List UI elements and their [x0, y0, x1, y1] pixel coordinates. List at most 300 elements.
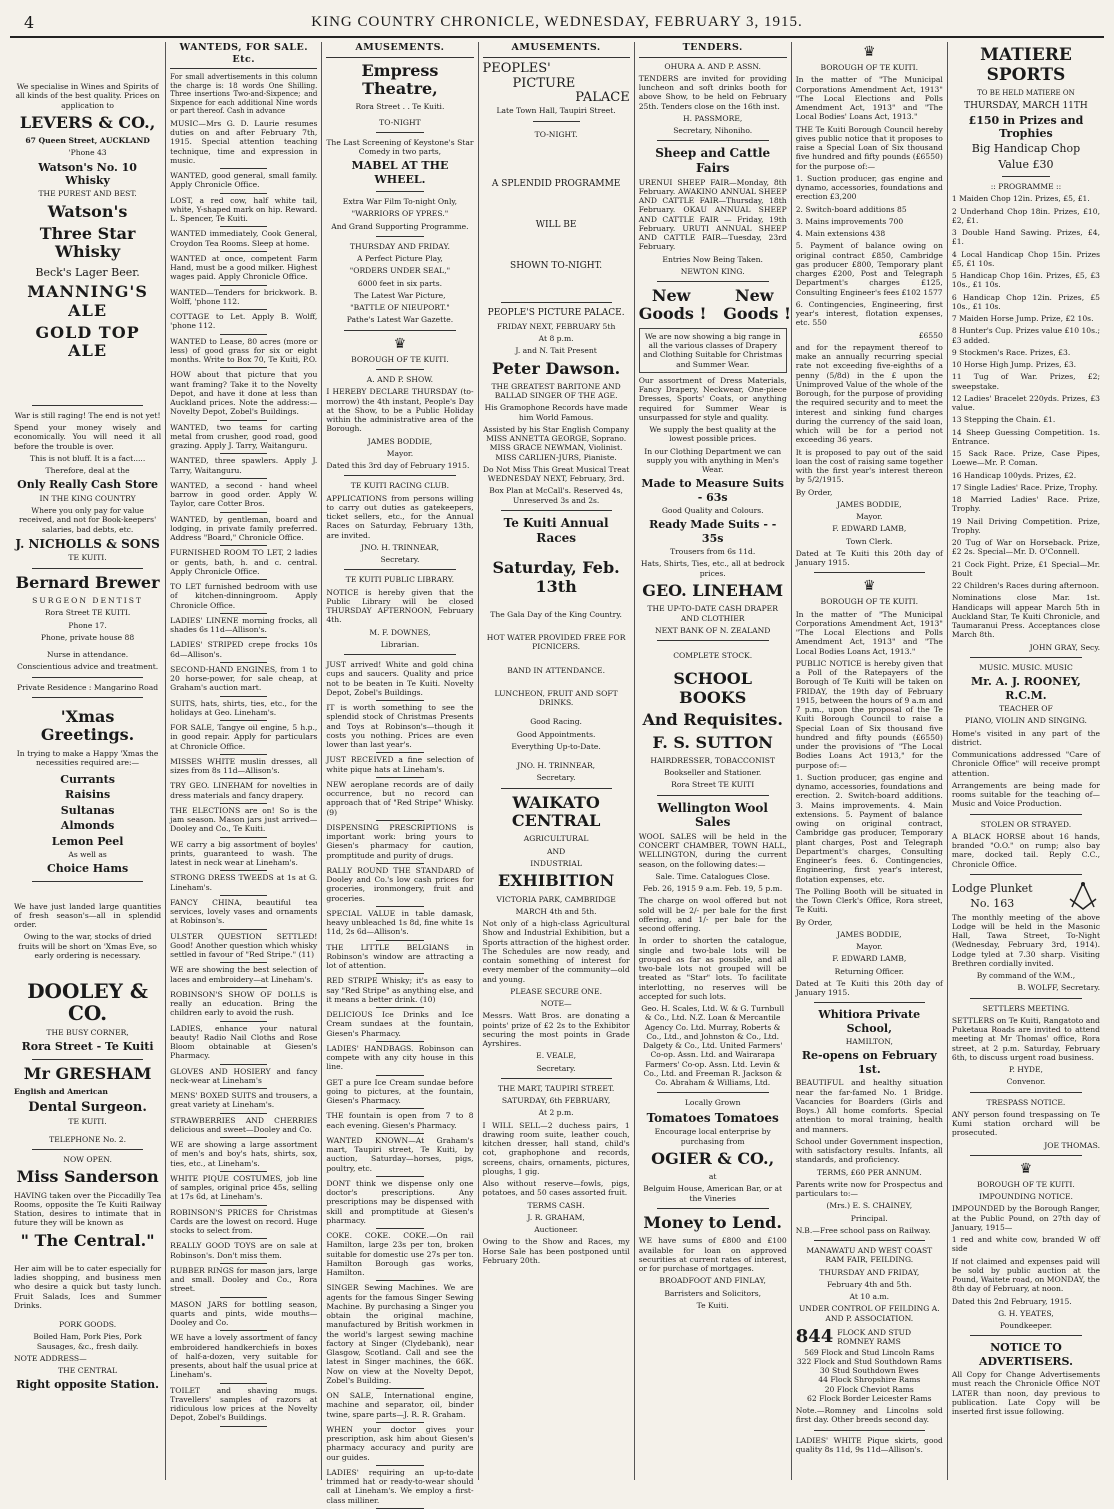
races-trinnear: JNO. H. TRINNEAR,: [517, 761, 596, 771]
column-2: [166, 42, 322, 1480]
box-plan: Box Plan at McCall's. Reserved 4s, Unreserved 3s and 2s.: [489, 486, 623, 505]
convenor: Convenor.: [1006, 1077, 1046, 1087]
boddie-2: JAMES BODDIE,: [837, 929, 902, 939]
proposed: It is proposed to pay out of the said loan the cost of raising same together with the first year's interest thereon by 5/2/1915.: [795, 447, 943, 485]
divider: [220, 1171, 267, 1172]
peter-dawson: Peter Dawson.: [491, 358, 621, 378]
divider: [376, 777, 423, 778]
surgeon: SURGEON DENTIST: [32, 596, 143, 606]
list-item: DISPENSING PRESCRIPTIONS is important work: bring yours to Giesen's pharmacy for caution, promptitude and purity of drugs.: [326, 822, 474, 860]
divider: [220, 720, 267, 721]
ram-days: THURSDAY AND FRIDAY,: [819, 1267, 920, 1277]
divider: [376, 1133, 423, 1134]
list-item: LADIES, enhance your natural beauty! Radio Nail Cloths and Rose Bloom obtainable at Giesen's Pharmacy.: [170, 1023, 318, 1061]
divider: [376, 369, 423, 370]
divider: [32, 1059, 143, 1060]
divider: [376, 191, 423, 192]
divider: [220, 251, 267, 252]
list-item: 12 Ladies' Bracelet 220yds. Prizes, £3 value.: [951, 393, 1101, 413]
list-item: WANTED, good general, small family. Apply Chronicle Office.: [170, 171, 318, 190]
divider: [376, 973, 423, 974]
divider: [220, 1426, 267, 1427]
list-item: FOR SALE, Tangye oil engine, 5 h.p., in good repair. Apply for particulars at Chronicle Office.: [170, 723, 318, 751]
divider: [220, 613, 267, 614]
nicholls: J. NICHOLLS & SONS: [15, 536, 160, 551]
list-item: COKE. COKE. COKE.—On rail Hamilton, large 23s per ton, broken suitable for domestic use 27s per ton. Hamilton Borough gas works, Hamilton.: [326, 1231, 474, 1277]
divider: [220, 168, 267, 169]
sutton: F. S. SUTTON: [652, 732, 773, 752]
good-2: Raisins: [64, 788, 111, 802]
divider: [970, 1155, 1082, 1156]
levers-heading: LEVERS & CO.,: [19, 112, 156, 132]
masonic-compass-icon: [1066, 881, 1100, 911]
divider: [376, 1422, 423, 1423]
list-item: 16 Handicap 100yds. Prizes, £2.: [951, 470, 1077, 480]
english-american: English and American: [14, 1087, 108, 1097]
empress-theatre: Empress Theatre,: [361, 60, 439, 98]
divider: [220, 1021, 267, 1022]
shorten: In order to shorten the catalogue, single and two-bale lots will be grouped as far as possible, and all two-bale lots not grouped will be treated as "Star" lots. To facilitate interlotting, no reserves will be accepted for such lots.: [638, 936, 787, 1001]
last-screening: The Last Screening of Keystone's Star Comedy in two parts,: [326, 137, 474, 157]
veale: E. VEALE,: [536, 1051, 577, 1061]
peoples-word: PEOPLES': [482, 60, 551, 76]
choice-hams: Choice Hams: [47, 862, 129, 876]
list-item: LADIES' requiring an up-to-date trimmed hat or ready-to-wear should call at Lineham's. We employ a first-class milliner.: [326, 1467, 474, 1505]
trinnear-secretary: Secretary.: [380, 555, 420, 564]
list-item: IT is worth something to see the splendid stock of Christmas Presents and Toys at Robinson's—though it costs you nothing. Prices are even lower than last year's.: [326, 703, 474, 749]
list-item: ROBINSON'S PRICES for Christmas Cards are the lowest on record. Huge stocks to select from.: [170, 1207, 318, 1236]
terms-cash: TERMS CASH.: [527, 1200, 585, 1210]
divider: [220, 367, 267, 368]
divider: [657, 1208, 769, 1209]
list-item: ROBINSON'S SHOW OF DOLLS is really an education. Bring the children early to avoid the rush.: [170, 989, 318, 1018]
mayor-2: Mayor.: [856, 942, 883, 952]
list-item: WE carry a big assortment of boyles' prints, guaranteed to wash. The latest in neck wear at Lineham's.: [170, 839, 318, 868]
divider: [376, 820, 423, 821]
divider: [220, 1205, 267, 1206]
divider: [376, 1465, 423, 1466]
palace-hall: Late Town Hall, Taupiri Street.: [496, 106, 616, 116]
list-item: WANTED, a second - hand wheel barrow in good order. Apply W. Taylor, care Cotter Bros.: [170, 480, 318, 509]
measure: Made to Measure Suits - 63s: [641, 477, 784, 504]
loan-purposes: [796, 174, 943, 328]
list-item: WANTED KNOWN—At Graham's mart, Taupiri street, Te Kuiti, by auction, Saturday—horses, pigs, poultry, etc.: [326, 1135, 474, 1173]
list-item: THE ELECTIONS are on! So is the jam season. Mason jars just arrived—Dooley and Co., Te Kuiti.: [170, 805, 318, 834]
divider: [32, 697, 143, 698]
ap-show: A. AND P. SHOW.: [366, 375, 434, 384]
orders-seal: "ORDERS UNDER SEAL,": [349, 266, 451, 276]
list-item: 19 Nail Driving Competition. Prize, Trophy.: [951, 516, 1101, 535]
residence: Private Residence : Mangarino Road: [17, 682, 159, 692]
list-item: COTTAGE to Let. Apply B. Wolff, 'phone 112.: [170, 312, 318, 331]
divider: [376, 1388, 423, 1389]
under-control: UNDER CONTROL OF FEILDING A. AND P. ASSOCIATION.: [798, 1304, 940, 1323]
sanderson-text: HAVING taken over the Piccadilly Tea Rooms, opposite the Te Kuiti Railway Station, desires to intimate that in future they will be known as: [14, 1190, 162, 1228]
list-item: 13 Stepping the Chain. £1.: [951, 415, 1056, 425]
divider: [220, 778, 267, 779]
list-item: ULSTER QUESTION SETTLED! Good! Another question which whisky settled in favour of "Red Stripe." (11): [170, 931, 318, 960]
gray: JOHN GRAY, Secy.: [1029, 642, 1101, 652]
school-books: SCHOOL BOOKS: [673, 669, 752, 707]
divider: [501, 788, 612, 789]
trinnear: JNO. H. TRINNEAR,: [360, 542, 439, 552]
free-pass: N.B.—Free school pass on Railway.: [795, 1225, 931, 1235]
gresham: Mr GRESHAM: [23, 1063, 152, 1083]
list-item: 2 Underhand Chop 18in. Prizes, £10, £2, £1.: [951, 206, 1101, 225]
list-item: 3 Double Hand Sawing. Prizes, £4, £1.: [951, 228, 1101, 247]
events-list: [952, 194, 1100, 590]
baritone: THE GREATEST BARITONE AND BALLAD SINGER OF THE AGE.: [491, 381, 621, 401]
list-item: NEW aeroplane records are of daily occurrence, but no record can approach that of "Red Stripe" Whisky. (9): [326, 779, 474, 817]
ogier: OGIER & CO.,: [651, 1148, 775, 1168]
tenders-heading: TENDERS.: [639, 42, 787, 58]
everything: Everything Up-to-Date.: [511, 741, 601, 751]
divider: [814, 1002, 925, 1003]
impounding: IMPOUNDING NOTICE.: [978, 1192, 1073, 1202]
divider: [220, 1263, 267, 1264]
manawatu: MANAWATU AND WEST COAST RAM FAIR, FEILDING.: [806, 1246, 933, 1265]
impounded: IMPOUNDED by the Borough Ranger, at the Public Pound, on 27th day of January, 1915—: [951, 1204, 1101, 1232]
borough-title: BOROUGH OF TE KUITI.: [977, 1179, 1075, 1189]
divider: [376, 1108, 423, 1109]
divider: [220, 512, 267, 513]
waikato: WAIKATO CENTRAL: [511, 792, 601, 831]
government: School under Government inspection, with satisfactory results. Infants, all standards, and proficiency.: [795, 1136, 943, 1165]
xmas-intro: In trying to make a Happy 'Xmas the necessities required are:—: [16, 748, 159, 767]
palace-tonight: TO-NIGHT.: [534, 129, 578, 139]
do-not-miss: Do Not Miss This Great Musical Treat WEDNESDAY NEXT, February, 3rd.: [482, 464, 630, 484]
march: MARCH 4th and 5th.: [515, 906, 597, 916]
ppp-title: PEOPLE'S PICTURE PALACE.: [487, 307, 625, 318]
good-quality: Good Quality and Colours.: [661, 506, 764, 516]
list-item: 10 Horse High Jump. Prizes, £3.: [951, 360, 1077, 370]
list-item: RED STRIPE Whisky; it's as easy to say "Red Stripe" as anything else, and it means a better drink. (10): [326, 976, 474, 1004]
list-item: FURNISHED ROOM TO LET, 2 ladies or gents, bath, h. and c. central. Apply Chronicle Office.: [170, 548, 318, 576]
borough-title-2: BOROUGH OF TE KUITI.: [820, 597, 919, 607]
ready-made: Ready Made Suits - - 35s: [649, 518, 777, 545]
dooley: DOOLEY & CO.: [27, 979, 148, 1026]
library-notice: NOTICE is hereby given that the Public Library will be closed THURSDAY AFTERNOON, February 4th.: [326, 587, 474, 625]
divider: [376, 1176, 423, 1177]
tenders-text: TENDERS are invited for providing luncheon and soft drinks booth for above Show, to be held on February 25th. Tenders close on the 16th inst.: [638, 73, 787, 111]
divider: [376, 1007, 423, 1008]
list-item: 2. Switch-board additions 85: [795, 204, 907, 214]
as-well: As well as: [68, 850, 107, 860]
divider: [970, 1092, 1082, 1093]
masthead: [10, 8, 1104, 38]
list-item: LADIES' LINENE morning frocks, all shades 6s 11d—Allison's.: [170, 615, 318, 635]
rooney: Mr. A. J. ROONEY, R.C.M.: [971, 675, 1081, 702]
loan-matter: In the matter of "The Municipal Corporations Amendment Act, 1913" "The Local Elections and Polls Amendment Act, 1913" and "The Local Bodies' Loans Act, 1913.": [795, 75, 943, 122]
pathe: Pathe's Latest War Gazette.: [346, 315, 454, 325]
borough-crest-icon-2: ♛: [862, 578, 876, 595]
list-item: SUITS, hats, shirts, ties, etc., for the holidays at Geo. Lineham's.: [170, 698, 318, 717]
right-opposite: Right opposite Station.: [16, 1378, 159, 1392]
list-item: 7 Maiden Horse Jump. Prize, £2 10s.: [951, 314, 1094, 324]
mart: THE MART, TAUPIRI STREET.: [497, 1083, 615, 1093]
boddie: JAMES BODDIE,: [837, 499, 902, 509]
divider: [220, 696, 267, 697]
list-item: JUST RECEIVED a fine selection of white pique hats at Lineham's.: [326, 755, 474, 774]
divider: [32, 1149, 143, 1150]
divider: [501, 1078, 612, 1079]
at-2: At 2 p.m.: [538, 1108, 574, 1118]
phone17: Phone 17.: [68, 620, 107, 630]
brewer: Bernard Brewer: [15, 572, 160, 592]
divider: [657, 281, 769, 282]
column-6: [792, 42, 948, 1480]
showing: We are now showing a big range in all the various classes of Drapery and Clothing Suitable for Christmas and Summer Wear.: [639, 328, 787, 373]
auctioneer: Auctioneer.: [534, 1225, 578, 1235]
divider: [376, 1075, 423, 1076]
held: TO BE HELD MATIERE ON: [977, 89, 1075, 98]
rams-note: Note.—Romney and Lincolns sold first day. Other breeds second day.: [795, 1406, 943, 1425]
list-item: WE are showing the best selection of laces and embroidery—at Lineham's.: [170, 965, 318, 984]
list-item: WANTED, by gentleman, board and lodging, in private family preferred. Address "Board," Chronicle Office.: [170, 514, 318, 543]
list-item: 6 Handicap Chop 12in. Prizes, £5 10s., £1 10s.: [951, 292, 1101, 311]
divider: [376, 906, 423, 907]
belguim: Belguim House, American Bar, or at the Vineries: [643, 1184, 783, 1203]
list-item: DONT think we dispense only one doctor's prescriptions. Any prescriptions may be dispensed with skill and promptitude at Giesen's pharmacy.: [326, 1178, 474, 1225]
mayor: Mayor.: [386, 448, 414, 458]
divider: [220, 929, 267, 930]
list-item: GLOVES AND HOSIERY and fancy neck-wear at Lineham's: [170, 1066, 318, 1085]
beck: Beck's Lager Beer.: [35, 265, 140, 279]
xmas: 'Xmas Greetings.: [40, 706, 135, 745]
high-class: Not only of a high-class Agricultural Show and Industrial Exhibition, but a Sports attraction of the highest order. The Schedules are now ready, and contain something of interest for every member of the community—old and young.: [482, 919, 630, 984]
divider: [376, 132, 423, 133]
good-1: Currants: [60, 773, 115, 787]
purest: THE PUREST AND BEST.: [38, 189, 137, 199]
list-item: TRY GEO. LINEHAM for novelties in dress materials and fancy drapery.: [170, 781, 318, 800]
yeates: G. H. YEATES,: [998, 1308, 1054, 1318]
hot-water: HOT WATER PROVIDED FREE FOR PICNICERS.: [486, 633, 626, 652]
poll-purposes: 1. Suction producer, gas engine and dynamo, accessories, foundations and erection. 2. Switch-board additions. 3. Mains improvements. 4. Main extensions. 5. Payment of balance owing on original contract, Cambridge gas producer, Temporary plant charges, Post and Telegraph Department's charges, Consulting Engineer's fees. 6. Contingencies, Engineering, first year's interest, flotation expenses, etc.: [795, 772, 943, 884]
new-goods: New New Goods ! Goods !: [638, 286, 791, 324]
pique-skirts: LADIES' WHITE Pique skirts, good quality 8s 11d, 9s 11d—Allison's.: [795, 1435, 943, 1454]
list-item: WANTED at once, competent Farm Hand, must be a good milker. Highest wages paid. Apply Chronicle Office.: [170, 253, 318, 282]
watson10: Watson's No. 10 Whisky: [38, 160, 137, 188]
war-4: Therefore, deal at the: [45, 466, 130, 476]
divider: [32, 881, 143, 882]
by-order: By Order,: [795, 487, 833, 497]
list-item: 8 Hunter's Cup. Prizes value £10 10s.; £3 added.: [951, 326, 1101, 345]
trespass-text: ANY person found trespassing on Te Kumi station orchard will be prosecuted.: [951, 1109, 1101, 1138]
divider: [657, 640, 769, 641]
list-item: 11 Tug of War. Prizes, £2; sweepstake.: [951, 372, 1101, 391]
divider: [220, 1238, 267, 1239]
list-item: 15 Sack Race. Prize, Case Pipes, Loewe—Mr. P. Coman.: [951, 449, 1101, 468]
column-4: [479, 42, 635, 1480]
big-chop: Big Handicap Chop: [971, 142, 1081, 156]
divider: [220, 285, 267, 286]
list-item: 21 Cock Fight. Prize, £1 Special—Mr. Boult: [951, 559, 1101, 578]
war-1: War is still raging! The end is not yet!: [14, 410, 161, 420]
divider: [657, 795, 769, 796]
chop-value: Value £30: [998, 157, 1054, 171]
divider: [220, 662, 267, 663]
requisites: And Requisites.: [642, 710, 783, 730]
good-4: Almonds: [60, 819, 115, 833]
divider: [376, 1228, 423, 1229]
entries: Entries Now Being Taken.: [662, 254, 763, 264]
brokers: Geo. H. Scales, Ltd. W. & G. Turnbull & Co., Ltd. N.Z. Loan & Mercantile Agency Co. Ltd. Murray, Roberts & Co., Ltd., and Johnston & Co., Ltd. Dalgety & Co., Ltd. United Farmers' Co-op. Assn. Ltd. and Wairarapa Farmers' Co-op. Assn. Ltd. Levin & Co., Ltd. and Freeman R. Jackson & Co. Abraham & Williams, Ltd.: [641, 1004, 785, 1088]
list-item: REALLY GOOD TOYS are on sale at Robinson's. Don't miss them.: [170, 1241, 318, 1260]
friday-next: FRIDAY NEXT, FEBRUARY 5th: [496, 321, 616, 331]
divider: [376, 1280, 423, 1281]
ohura: OHURA A. AND P. ASSN.: [664, 61, 761, 71]
victoria: VICTORIA PARK, CAMBRIDGE: [496, 894, 616, 904]
conscientious: Conscientious advice and treatment.: [16, 662, 159, 672]
list-item: TOILET and shaving mugs. Travellers' samples of razors at ridiculous low prices at the Novelty Depot, Zobel's Buildings.: [170, 1385, 318, 1423]
divider: [970, 657, 1082, 658]
divider: [220, 226, 267, 227]
wanteds-heading: WANTEDS, FOR SALE. Etc.: [170, 42, 317, 69]
divider: [814, 1430, 925, 1431]
lodge-wolff: B. WOLFF, Secretary.: [1017, 983, 1101, 993]
column-7: [948, 42, 1104, 1480]
hairdresser: HAIRDRESSER, TOBACCONIST: [650, 755, 776, 765]
at-8: At 8 p.m.: [538, 334, 574, 344]
music-heading: MUSIC. MUSIC. MUSIC: [979, 662, 1073, 672]
at-word: at: [708, 1172, 717, 1182]
divider: [220, 453, 267, 454]
king-country: IN THE KING COUNTRY: [39, 493, 136, 503]
divider: [814, 572, 925, 573]
up-to-date: THE UP-TO-DATE CASH DRAPER AND CLOTHIER: [647, 604, 778, 623]
divider: [970, 998, 1082, 999]
cow: 1 red and white cow, branded W off side: [951, 1235, 1101, 1254]
exhibition-note: NOTE—: [540, 999, 572, 1009]
borough-crest-icon: ♛: [393, 335, 407, 352]
bookseller: Bookseller and Stationer.: [664, 768, 762, 778]
divider: [376, 752, 423, 753]
agricultural: AGRICULTURAL: [523, 834, 589, 844]
list-item: JUST arrived! White and gold china cups and saucers. Quality and price not to be beaten in Te Kuiti. Novelty Depot, Zobel's Buildings.: [326, 660, 474, 697]
racing-applications: APPLICATIONS from persons willing to carry out duties as gatekeepers, ticket sellers, etc., for the Annual Races on Saturday, February 13th, are invited.: [326, 493, 474, 540]
hamilton: HAMILTON,: [845, 1037, 893, 1047]
chainey: (Mrs.) E. S. CHAINEY,: [826, 1201, 913, 1211]
catalogues: Sale. Time. Catalogues Close.: [655, 871, 770, 881]
list-item: THE LITTLE BELGIANS in Robinson's window are attracting a lot of attention.: [326, 942, 474, 970]
beautiful: BEAUTIFUL and healthy situation near the far-famed No. 1 Bridge. Vacancies for Boarders (Girls and Boys.) All home comforts. Special attention to moral training, health and manners.: [795, 1078, 943, 1134]
good-3: Sultanas: [60, 803, 115, 817]
encourage: Encourage local enterprise by purchasing from: [654, 1127, 771, 1146]
list-item: WE are showing a large assortment of men's and boy's hats, shirts, sox, ties, etc., at Lineham's.: [170, 1140, 318, 1168]
loan-council: THE Te Kuiti Borough Council hereby gives public notice that it proposes to raise a Special Loan of Six thousand five hundred and fifty pounds (£6550) for the purpose of:—: [795, 124, 943, 171]
arrangements: Arrangements are being made for rooms suitable for the teaching of—Music and Voice Production.: [951, 780, 1101, 809]
trespass: TRESPASS NOTICE.: [986, 1097, 1066, 1107]
programme: :: PROGRAMME ::: [990, 182, 1062, 192]
lodge-meeting: The monthly meeting of the above Lodge will be held in the Masonic Hall, Tawa Street, To-Night (Wednesday, February 3rd, 1914). Lodge tyled at 7.30 sharp. Visiting Brethren cordially invited.: [951, 912, 1101, 968]
divider: [220, 334, 267, 335]
wanteds-list: [170, 119, 317, 1427]
private-phone: Phone, private house 88: [40, 632, 135, 642]
trousers: Trousers from 6s 11d.: [670, 547, 756, 557]
divider: [220, 1297, 267, 1298]
list-item: WANTED immediately, Cook General, Croydon Tea Rooms. Sleep at home.: [170, 229, 318, 248]
librarian: Librarian.: [380, 639, 420, 649]
list-item: 9 Stockmen's Race. Prizes, £3.: [951, 347, 1071, 357]
list-item: 5. Payment of balance owing on original contract £850, Cambridge gas producer £800, Temporary plant charges £200, Post and Telegraph Department's charges £125, Consulting Engineer's fees £102 1577: [795, 241, 943, 297]
tomatoes: Tomatoes Tomatoes: [646, 1110, 779, 1125]
telephone: TELEPHONE No. 2.: [49, 1134, 127, 1144]
dated-2: Dated at Te Kuiti this 20th day of January 1915.: [795, 978, 943, 998]
divider: [220, 545, 267, 546]
six-parts: 6000 feet in six parts.: [357, 278, 442, 288]
list-item: THE fountain is open from 7 to 8 each evening. Giesen's Pharmacy.: [326, 1111, 474, 1130]
dental: Dental Surgeon.: [28, 1099, 147, 1115]
borough-crest-icon: ♛: [1019, 1160, 1033, 1177]
matiere: MATIERE SPORTS: [980, 45, 1072, 85]
palace-word: PALACE: [575, 90, 630, 106]
empress-rora: Rora Street . . Te Kuiti.: [355, 102, 445, 112]
list-item: WANTED, two teams for carting metal from crusher, good road, good grazing. Apply J. Tarry, Waitanguru.: [170, 422, 318, 451]
divider: [501, 510, 612, 511]
boddie: JAMES BODDIE,: [367, 436, 433, 446]
downes: M. F. DOWNES,: [369, 627, 431, 637]
passmore: H. PASSMORE,: [683, 113, 743, 123]
tait: J. and N. Tait Present: [515, 346, 597, 356]
picture-word: PICTURE: [512, 75, 576, 91]
sat-6: SATURDAY, 6th FEBRUARY,: [501, 1096, 611, 1106]
divider: [533, 121, 580, 122]
divider: [376, 1041, 423, 1042]
divider: [970, 1335, 1082, 1336]
borough-title: BOROUGH OF TE KUITI.: [820, 63, 919, 73]
passmore-secretary: Secretary, Nihoniho.: [673, 126, 753, 136]
list-item: MASON JARS for bottling season, quarts and pints, wide mouths—Dooley and Co.: [170, 1299, 318, 1328]
communications: Communications addressed "Care of Chronicle Office" will receive prompt attention.: [951, 750, 1101, 778]
divider: [376, 236, 423, 237]
list-item: DELICIOUS Ice Drinks and Ice Cream sundaes at the fountain, Giesen's Pharmacy.: [326, 1010, 474, 1038]
list-item: 5 Handicap Chop 16in. Prizes, £5, £3 10s., £1 10s.: [951, 271, 1101, 290]
divider: [220, 803, 267, 804]
complete-stock: COMPLETE STOCK.: [673, 651, 753, 661]
page-number: 4: [24, 12, 35, 32]
whitiora: Whitiora Private School,: [818, 1008, 921, 1035]
by-order-2: By Order,: [795, 917, 833, 927]
sold: If not claimed and expenses paid will be sold by public auction at the Pound, Waitete road, on MONDAY, the 8th day of February, at noon.: [951, 1256, 1101, 1294]
band: BAND IN ATTENDANCE.: [507, 665, 605, 675]
divider: [220, 1383, 267, 1384]
broadfoot: BROADFOOT AND FINLAY,: [659, 1276, 766, 1286]
central-name: THE CENTRAL: [58, 1366, 118, 1376]
divider: [220, 1137, 267, 1138]
list-item: 4. Main extensions 438: [795, 229, 886, 239]
divider: [344, 475, 455, 476]
list-item: 3. Mains improvements 700: [795, 216, 904, 226]
splendid: A SPLENDID PROGRAMME: [491, 178, 621, 189]
divider: [220, 193, 267, 194]
divider: [32, 568, 143, 569]
list-item: 1 Maiden Chop 12in. Prizes, £5, £1.: [951, 194, 1090, 204]
public-notice: PUBLIC NOTICE is hereby given that a Poll of the Ratepayers of the Borough of Te Kuiti will be taken on FRIDAY, the 19th day of February 1915, between the hours of 9 a.m and 7 p.m., upon the proposal of the Te Kuiti Borough Council to raise a Special Loan of Six thousand five hundred and fifty pounds (£6550) under the provisions of "The Local Bodies Loans Act 1913," for the purpose of:—: [795, 658, 943, 770]
industrial: INDUSTRIAL: [530, 858, 582, 868]
war-5: Where you only pay for value received, and not for Book-keepers' salaries, bad debts, etc.: [19, 506, 157, 534]
list-item: MENS' BOXED SUITS and trousers, a great variety at Lineham's.: [170, 1091, 318, 1110]
war-3: This is not bluff. It is a fact.....: [29, 453, 146, 463]
amusements-heading: AMUSEMENTS.: [326, 42, 473, 58]
shown: SHOWN TO-NIGHT.: [510, 260, 603, 271]
list-item: 22 Children's Races during afternoon.: [951, 581, 1100, 591]
settlers: SETTLERS MEETING.: [982, 1003, 1070, 1013]
money-to-lend: Money to Lend.: [643, 1212, 782, 1232]
lineham: GEO. LINEHAM: [642, 580, 784, 600]
supply: We supply the best quality at the lowest possible prices.: [649, 425, 776, 444]
cater: Her aim will be to cater especially for ladies shopping, and business men who desire a quick but tasty lunch. Fruit Salads, Ices and Summer Drinks.: [14, 1263, 162, 1310]
divider: [220, 637, 267, 638]
